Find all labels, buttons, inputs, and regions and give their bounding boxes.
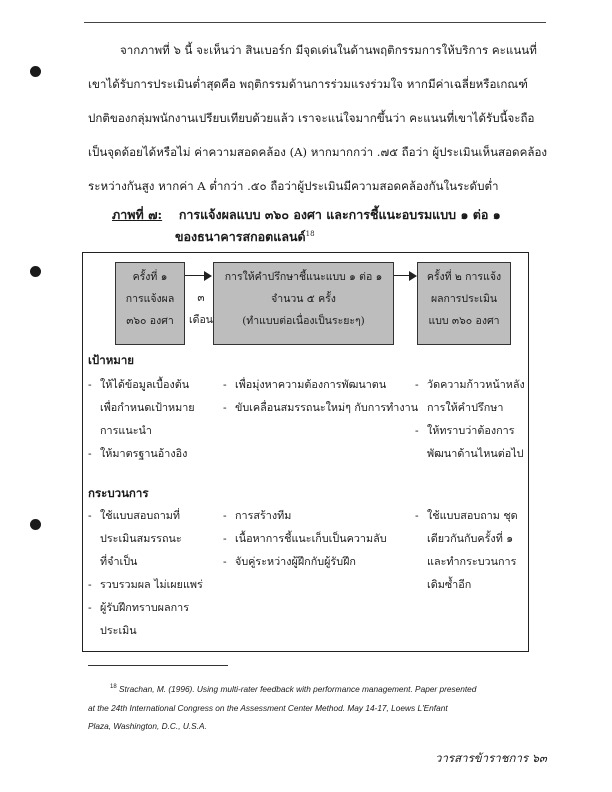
figure-label: ภาพที่ ๗: [112, 207, 163, 222]
punch-hole [30, 266, 41, 277]
arrow-line [394, 275, 410, 276]
interval-number: ๓ [197, 292, 205, 304]
paragraph-line: เป็นจุดด้อยได้หรือไม่ ค่าความสอดคล้อง (A) หากมากกว่า .๗๕ ถือว่า ผู้ประเมินเห็นสอดคล้อง [88, 145, 548, 159]
list-item: - เนื้อหาการชี้แนะเก็บเป็นความลับ [223, 532, 387, 545]
item-text: ใช้แบบสอบถามที่ [100, 509, 181, 522]
list-item: - ให้มาตรฐานอ้างอิง [88, 447, 188, 460]
item-text: ให้ได้ข้อมูลเบื้องต้น [100, 378, 190, 391]
list-item: - ให้ทราบว่าต้องการ พัฒนาด้านไหนต่อไป [415, 419, 525, 465]
flow-box-line: ครั้งที่ ๑ [132, 271, 168, 283]
flow-box-coaching [213, 262, 394, 345]
paragraph-line: จากภาพที่ ๖ นี้ จะเห็นว่า สินเบอร์ก มีจุดเด่นในด้านพฤติกรรมการให้บริการ คะแนนที่ [120, 43, 537, 57]
flow-box-line: ครั้งที่ ๒ การแจ้ง [426, 271, 502, 283]
paragraph-line: ระหว่างกันสูง หากค่า A ต่ำกว่า .๕๐ ถือว่าผู้ประเมินมีความสอดคล้องกันในระดับต่ำ [88, 179, 499, 193]
footnote-line [110, 684, 476, 694]
item-text: ผู้รับฝึกทราบผลการ [100, 601, 190, 614]
item-text: ที่จำเป็น [100, 555, 138, 568]
page-footer: วารสารข้าราชการ ๖๓ [435, 751, 547, 765]
flow-box-line: การแจ้งผล [125, 293, 175, 305]
flow-box-first-feedback [115, 262, 185, 345]
footnote-number: 18 [110, 684, 117, 691]
process-heading: กระบวนการ [88, 486, 149, 500]
arrow-line [185, 275, 205, 276]
list-item: - วัดความก้าวหน้าหลัง การให้คำปรึกษา [415, 373, 525, 419]
list-item: - เพื่อมุ่งหาความต้องการพัฒนาตน [223, 378, 387, 391]
item-text: เนื้อหาการชี้แนะเก็บเป็นความลับ [235, 532, 387, 545]
item-text: เดียวกันกับครั้งที่ ๑ [427, 532, 514, 545]
figure-caption-line2 [175, 227, 315, 247]
list-item: - การสร้างทีม [223, 509, 292, 522]
list-item: - จับคู่ระหว่างผู้ฝึกกับผู้รับฝึก [223, 555, 356, 568]
item-text: ให้ทราบว่าต้องการ [427, 424, 515, 437]
item-text: เพื่อมุ่งหาความต้องการพัฒนาตน [235, 378, 387, 391]
list-item: - ผู้รับฝึกทราบผลการ ประเมิน [88, 596, 203, 642]
list-item: - ให้ได้ข้อมูลเบื้องต้น เพื่อกำหนดเป้าหมาย การแนะนำ [88, 373, 195, 442]
process-column-2 [223, 504, 387, 573]
interval-unit: เดือน [189, 314, 213, 326]
item-text: เดิมซ้ำอีก [427, 578, 472, 591]
item-text: การให้คำปรึกษา [427, 401, 504, 414]
footnote-text: Strachan, M. (1996). Using multi-rater feedback with performance management. Paper presented [119, 684, 477, 694]
item-text: จับคู่ระหว่างผู้ฝึกกับผู้รับฝึก [235, 555, 356, 568]
figure-caption [112, 205, 501, 225]
flow-box-line: จำนวน ๕ ครั้ง [271, 293, 336, 305]
list-item: - รวบรวมผล ไม่เผยแพร่ [88, 578, 203, 591]
flow-box-line: ผลการประเมิน [430, 293, 498, 305]
flow-box-line: แบบ ๓๖๐ องศา [428, 315, 500, 327]
goals-heading: เป้าหมาย [88, 353, 135, 367]
flow-box-line: การให้คำปรึกษาชี้แนะแบบ ๑ ต่อ ๑ [224, 271, 383, 283]
goals-column-3 [415, 373, 525, 465]
flow-box-second-feedback [417, 262, 511, 345]
footnote-line: Plaza, Washington, D.C., U.S.A. [88, 721, 207, 731]
item-text: ขับเคลื่อนสมรรถนะใหม่ๆ กับการทำงาน [235, 401, 419, 414]
top-rule [84, 22, 546, 23]
process-column-1 [88, 504, 203, 642]
list-item: - ใช้แบบสอบถาม ชุด เดียวกันกับครั้งที่ ๑ และทำกระบวนการ เดิมซ้ำอีก [415, 504, 518, 596]
footnote-line: at the 24th International Congress on the Assessment Center Method. May 14-17, Loews L'Enfant [88, 703, 448, 713]
item-text: ใช้แบบสอบถาม ชุด [427, 509, 518, 522]
punch-hole [30, 519, 41, 530]
footnote-ref: 18 [305, 229, 315, 238]
item-text: ประเมินสมรรถนะ [100, 532, 182, 545]
paragraph-line: ปกติของกลุ่มพนักงานเปรียบเทียบด้วยแล้ว เราจะแน่ใจมากขึ้นว่า คะแนนที่เขาได้รับนี้จะถือ [88, 111, 535, 125]
process-column-3 [415, 504, 518, 596]
goals-column-1 [88, 373, 195, 465]
item-text: และทำกระบวนการ [427, 555, 517, 568]
list-item: - ขับเคลื่อนสมรรถนะใหม่ๆ กับการทำงาน [223, 401, 419, 414]
arrow-right-icon [204, 271, 212, 281]
item-text: ประเมิน [100, 624, 137, 637]
item-text: การสร้างทีม [235, 509, 292, 522]
footnote-rule [88, 665, 228, 666]
item-text: การแนะนำ [100, 424, 152, 437]
figure-title-line2: ของธนาคารสกอตแลนด์ [175, 229, 306, 244]
flow-box-line: ๓๖๐ องศา [126, 315, 174, 327]
item-text: วัดความก้าวหน้าหลัง [427, 378, 525, 391]
item-text: พัฒนาด้านไหนต่อไป [427, 447, 524, 460]
figure-title: การแจ้งผลแบบ ๓๖๐ องศา และการชี้แนะอบรมแบบ ๑ ต่อ ๑ [178, 207, 501, 222]
arrow-right-icon [409, 271, 417, 281]
list-item: - ใช้แบบสอบถามที่ ประเมินสมรรถนะ ที่จำเป็น [88, 504, 203, 573]
flow-box-line: (ทำแบบต่อเนื่องเป็นระยะๆ) [242, 315, 365, 327]
paragraph-line: เขาได้รับการประเมินต่ำสุดคือ พฤติกรรมด้านการร่วมแรงร่วมใจ หากมีค่าเฉลี่ยหรือเกณฑ์ [88, 77, 528, 91]
punch-hole [30, 66, 41, 77]
item-text: รวบรวมผล ไม่เผยแพร่ [100, 578, 203, 591]
item-text: เพื่อกำหนดเป้าหมาย [100, 401, 195, 414]
goals-column-2 [223, 373, 418, 419]
item-text: ให้มาตรฐานอ้างอิง [100, 447, 188, 460]
